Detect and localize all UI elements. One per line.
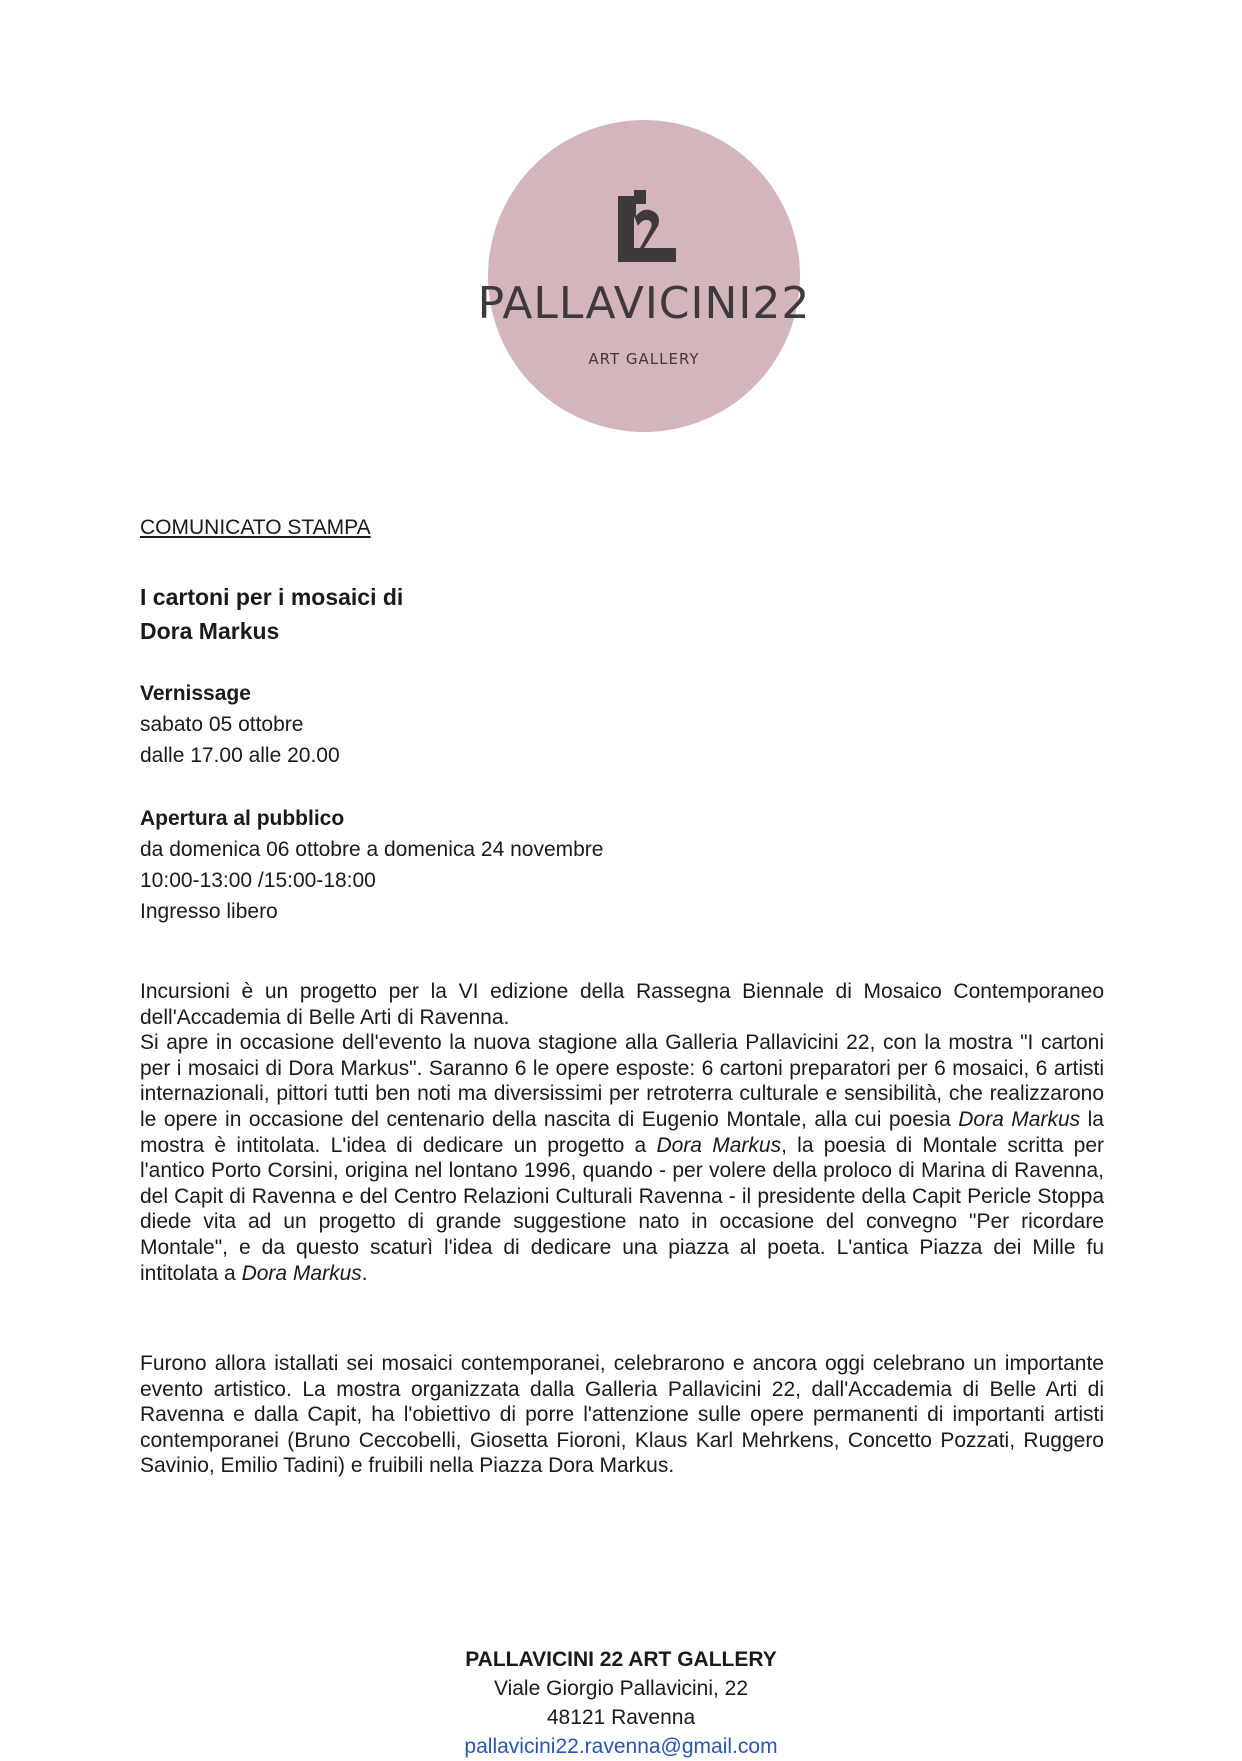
footer-gallery-name: PALLAVICINI 22 ART GALLERY (465, 1648, 777, 1671)
logo-subtitle: ART GALLERY (588, 350, 700, 368)
apertura-label: Apertura al pubblico (140, 807, 345, 830)
footer-city: 48121 Ravenna (546, 1706, 696, 1729)
body-paragraph-2: Furono allora istallati sei mosaici contemporanei, celebrarono e ancora oggi celebrano un importante evento artistico. La mostra organizzata dalla Galleria Pallavicini 22, dall'Accademia di Belle Arti di Ravenna e dalla Capit, ha l'obiettivo di porre l'attenzione sulle opere permanenti di importanti artisti contemporanei (Bruno Ceccobelli, Giosetta Fioroni, Klaus Karl Mehrkens, Concetto Pozzati, Ruggero Savinio, Emilio Tadini) e fruibili nella Piazza Dora Markus. (140, 1352, 1104, 1478)
body-text: Si apre in occasione dell'evento la nuova stagione alla Galleria Pallavicini 22, con la mostra "I cartoni per i mosaici di Dora Markus". Saranno 6 le opere esposte: 6 cartoni preparatori per 6 mosaici, 6 artisti internazionali, pittori tutti ben noti ma diversissimi per retroterra culturale e sensibilità, che realizzarono le opere in occasione del centenario della nascita di Eugenio Montale, alla cui poesia (140, 1031, 1104, 1131)
apertura-block (140, 803, 603, 927)
apertura-dates: da domenica 06 ottobre a domenica 24 novembre (140, 838, 604, 861)
gallery-mark-icon (596, 186, 692, 278)
gallery-logo (477, 120, 811, 432)
poem-title: Dora Markus (656, 1133, 782, 1157)
footer-contact (0, 1645, 1242, 1761)
footer-address: Viale Giorgio Pallavicini, 22 (493, 1677, 749, 1700)
logo-name: PALLAVICINI22 (477, 278, 811, 329)
poem-title: Dora Markus (241, 1261, 362, 1285)
body-text: la mostra è intitolata. L'idea di dedicare un progetto a (140, 1107, 1104, 1157)
poem-title: Dora Markus (958, 1107, 1081, 1131)
vernissage-block (140, 678, 340, 771)
apertura-hours: 10:00-13:00 /15:00-18:00 (140, 869, 376, 892)
vernissage-date: sabato 05 ottobre (140, 713, 304, 736)
title-line-1: I cartoni per i mosaici di (140, 584, 404, 610)
exhibition-title (140, 580, 403, 648)
body-text: , la poesia di Montale scritta per l'antico Porto Corsini, origina nel lontano 1996, quando - per volere della proloco di Marina di Ravenna, del Capit di Ravenna e del Centro Relazioni Culturali Ravenna - il presidente della Capit Pericle Stoppa diede vita ad un progetto di grande suggestione nato in occasione del convegno "Per ricordare Montale", e da questo scaturì l'idea di dedicare una piazza al poeta. L'antica Piazza dei Mille fu intitolata a (140, 1133, 1104, 1285)
vernissage-label: Vernissage (140, 682, 251, 705)
body-paragraph-1 (140, 979, 1104, 1286)
apertura-entry: Ingresso libero (140, 900, 278, 923)
vernissage-time: dalle 17.00 alle 20.00 (140, 744, 340, 767)
title-line-2: Dora Markus (140, 618, 280, 644)
section-heading: COMUNICATO STAMPA (140, 516, 371, 539)
intro-sentence: Incursioni è un progetto per la VI edizione della Rassegna Biennale di Mosaico Contemporaneo dell'Accademia di Belle Arti di Ravenna. (140, 980, 1104, 1029)
body-text: . (361, 1261, 368, 1285)
footer-email-link[interactable]: pallavicini22.ravenna@gmail.com (464, 1735, 778, 1758)
